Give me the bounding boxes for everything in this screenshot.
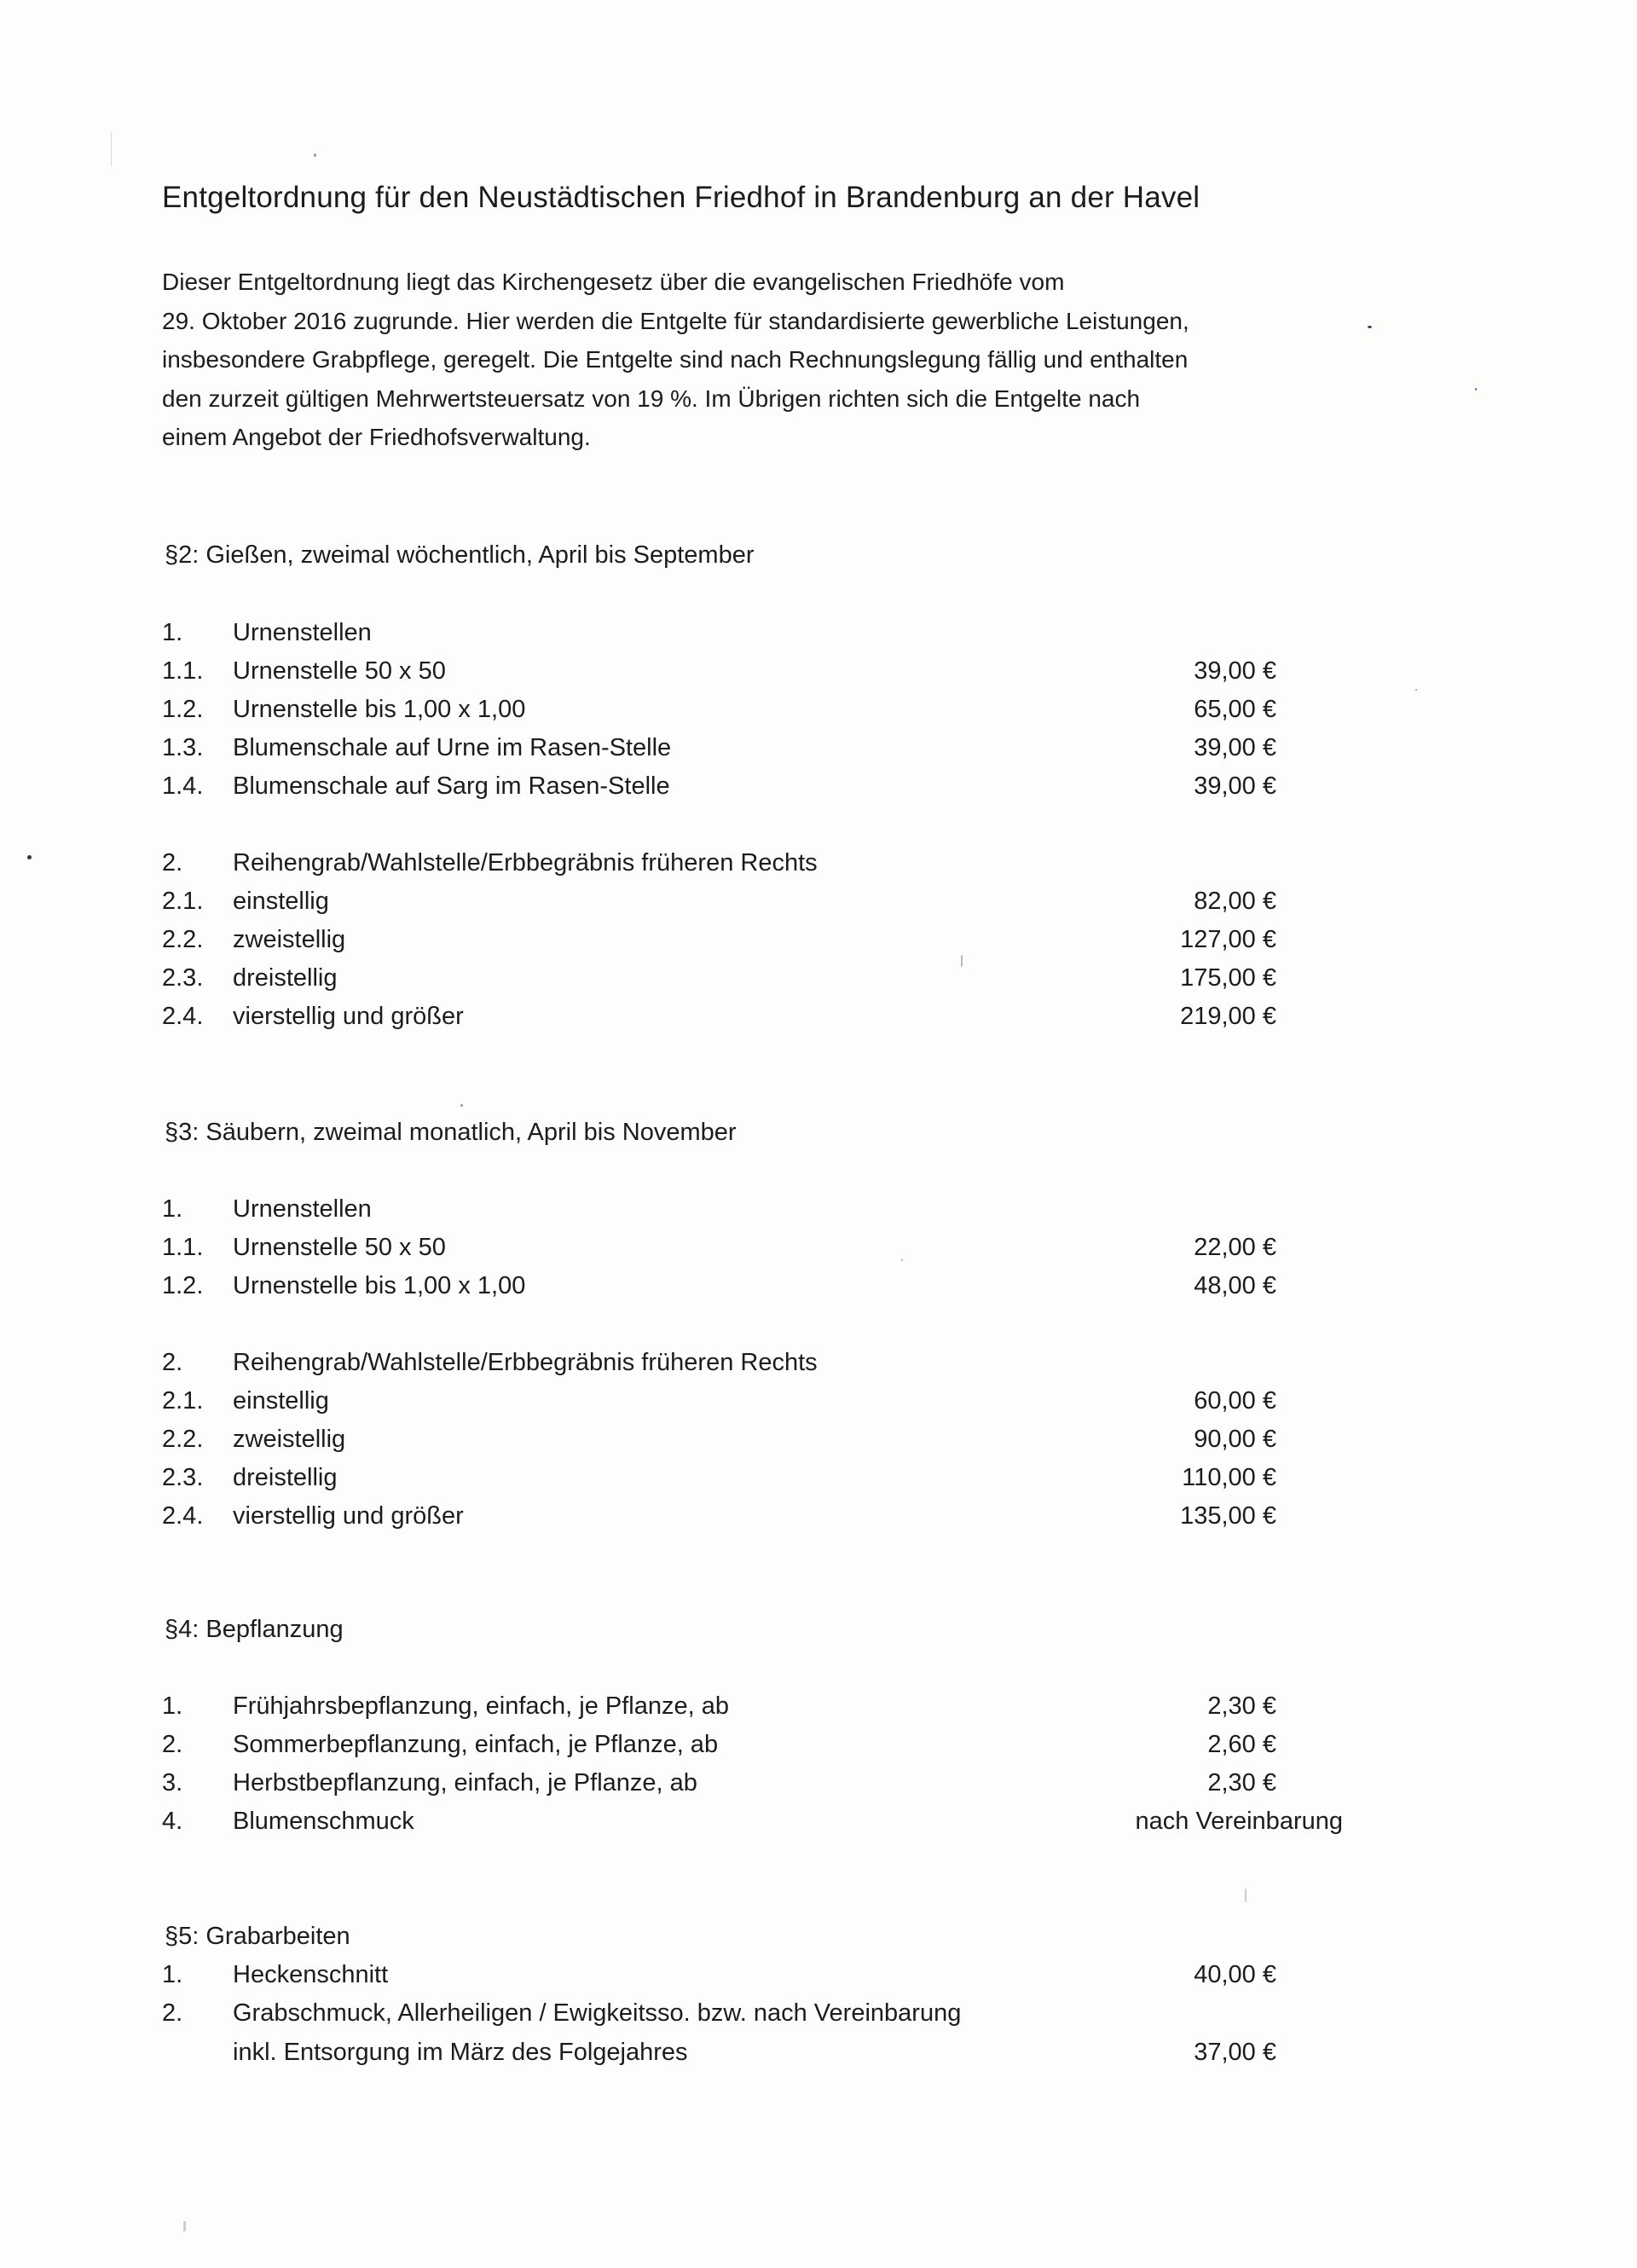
intro-line: einem Angebot der Friedhofsverwaltung. bbox=[162, 424, 591, 450]
item-price: 39,00 € bbox=[1194, 772, 1276, 800]
item-price: 82,00 € bbox=[1194, 888, 1276, 915]
item-number: 2. bbox=[162, 1999, 183, 2027]
intro-line: den zurzeit gültigen Mehrwertsteuersatz von 19 %. Im Übrigen richten sich die Entgelte nach bbox=[162, 385, 1141, 412]
item-number: 1.4. bbox=[162, 772, 204, 800]
item-price: 127,00 € bbox=[1180, 926, 1276, 953]
item-number: 4. bbox=[162, 1808, 183, 1835]
item-number: 1.3. bbox=[162, 734, 204, 761]
item-label: Urnenstellen bbox=[233, 619, 372, 646]
scan-speck bbox=[27, 855, 32, 859]
item-number: 2. bbox=[162, 1731, 183, 1758]
scan-speck bbox=[1475, 388, 1477, 391]
item-label: dreistellig bbox=[233, 964, 338, 992]
item-label: Blumenschmuck bbox=[233, 1808, 414, 1835]
item-label: Grabschmuck, Allerheiligen / Ewigkeitsso. bzw. nach Vereinbarung bbox=[233, 1999, 962, 2027]
item-label: Sommerbepflanzung, einfach, je Pflanze, ab bbox=[233, 1731, 719, 1758]
document-title: Entgeltordnung für den Neustädtischen Friedhof in Brandenburg an der Havel bbox=[162, 181, 1200, 214]
intro-line: 29. Oktober 2016 zugrunde. Hier werden die Entgelte für standardisierte gewerbliche Leistungen, bbox=[162, 307, 1189, 334]
item-price: 219,00 € bbox=[1180, 1003, 1276, 1030]
item-number: 2.2. bbox=[162, 1426, 204, 1453]
scan-speck bbox=[1415, 689, 1417, 691]
scan-speck bbox=[314, 153, 316, 157]
item-price: 2,30 € bbox=[1207, 1692, 1276, 1720]
item-label: Urnenstelle 50 x 50 bbox=[233, 657, 446, 685]
section-heading-2: §2: Gießen, zweimal wöchentlich, April bis September bbox=[165, 541, 755, 569]
item-label: Urnenstelle bis 1,00 x 1,00 bbox=[233, 696, 526, 723]
item-label: Herbstbepflanzung, einfach, je Pflanze, ab bbox=[233, 1769, 697, 1796]
section-heading-3: §3: Säubern, zweimal monatlich, April bis November bbox=[165, 1119, 737, 1146]
scan-speck bbox=[961, 955, 963, 967]
item-number: 2.4. bbox=[162, 1502, 204, 1530]
item-number: 1. bbox=[162, 1961, 183, 1988]
item-number: 1.2. bbox=[162, 1272, 204, 1299]
item-price: 90,00 € bbox=[1194, 1426, 1276, 1453]
item-label: dreistellig bbox=[233, 1464, 338, 1491]
section-heading-5: §5: Grabarbeiten bbox=[165, 1923, 350, 1950]
item-price: 175,00 € bbox=[1180, 964, 1276, 992]
item-number: 1. bbox=[162, 1692, 183, 1720]
item-price: 65,00 € bbox=[1194, 696, 1276, 723]
item-price: 22,00 € bbox=[1194, 1234, 1276, 1261]
item-label: Reihengrab/Wahlstelle/Erbbegräbnis früheren Rechts bbox=[233, 849, 818, 877]
item-label: vierstellig und größer bbox=[233, 1502, 464, 1530]
item-number: 1.1. bbox=[162, 657, 204, 685]
item-number: 2.2. bbox=[162, 926, 204, 953]
item-label: Frühjahrsbepflanzung, einfach, je Pflanze, ab bbox=[233, 1692, 729, 1720]
item-number: 2.3. bbox=[162, 964, 204, 992]
item-price: 48,00 € bbox=[1194, 1272, 1276, 1299]
item-price: 110,00 € bbox=[1182, 1464, 1276, 1491]
item-price: 40,00 € bbox=[1194, 1961, 1276, 1988]
item-price: 135,00 € bbox=[1180, 1502, 1276, 1530]
scan-speck bbox=[111, 132, 112, 166]
item-label: Blumenschale auf Urne im Rasen-Stelle bbox=[233, 734, 672, 761]
item-label: einstellig bbox=[233, 888, 329, 915]
section-heading-4: §4: Bepflanzung bbox=[165, 1616, 344, 1643]
item-number: 2. bbox=[162, 849, 183, 877]
item-label: inkl. Entsorgung im März des Folgejahres bbox=[233, 2039, 688, 2066]
item-price: 39,00 € bbox=[1194, 734, 1276, 761]
intro-line: Dieser Entgeltordnung liegt das Kirchengesetz über die evangelischen Friedhöfe vom bbox=[162, 269, 1065, 295]
item-price: 37,00 € bbox=[1194, 2039, 1276, 2066]
item-price: 2,60 € bbox=[1207, 1731, 1276, 1758]
item-label: Urnenstelle 50 x 50 bbox=[233, 1234, 446, 1261]
intro-paragraph bbox=[162, 263, 1356, 457]
item-price: 39,00 € bbox=[1194, 657, 1276, 685]
item-label: einstellig bbox=[233, 1387, 329, 1415]
item-label: vierstellig und größer bbox=[233, 1003, 464, 1030]
scan-speck bbox=[1368, 326, 1372, 328]
item-number: 2.1. bbox=[162, 1387, 204, 1415]
item-label: Blumenschale auf Sarg im Rasen-Stelle bbox=[233, 772, 670, 800]
item-number: 3. bbox=[162, 1769, 183, 1796]
item-number: 2.4. bbox=[162, 1003, 204, 1030]
item-price: nach Vereinbarung bbox=[1135, 1808, 1343, 1835]
scan-speck bbox=[183, 2221, 186, 2231]
item-label: Urnenstelle bis 1,00 x 1,00 bbox=[233, 1272, 526, 1299]
scan-speck bbox=[1245, 1889, 1247, 1902]
item-number: 1. bbox=[162, 1195, 183, 1223]
item-label: Heckenschnitt bbox=[233, 1961, 389, 1988]
item-label: Reihengrab/Wahlstelle/Erbbegräbnis früheren Rechts bbox=[233, 1349, 818, 1376]
item-price: 2,30 € bbox=[1207, 1769, 1276, 1796]
item-number: 1.2. bbox=[162, 696, 204, 723]
item-label: zweistellig bbox=[233, 926, 346, 953]
item-number: 2.1. bbox=[162, 888, 204, 915]
item-number: 2. bbox=[162, 1349, 183, 1376]
intro-line: insbesondere Grabpflege, geregelt. Die Entgelte sind nach Rechnungslegung fällig und enthalten bbox=[162, 346, 1189, 373]
item-number: 1.1. bbox=[162, 1234, 204, 1261]
item-label: zweistellig bbox=[233, 1426, 346, 1453]
item-number: 2.3. bbox=[162, 1464, 204, 1491]
scan-speck bbox=[460, 1104, 463, 1107]
scan-speck bbox=[901, 1259, 903, 1261]
item-number: 1. bbox=[162, 619, 183, 646]
item-price: 60,00 € bbox=[1194, 1387, 1276, 1415]
item-label: Urnenstellen bbox=[233, 1195, 372, 1223]
